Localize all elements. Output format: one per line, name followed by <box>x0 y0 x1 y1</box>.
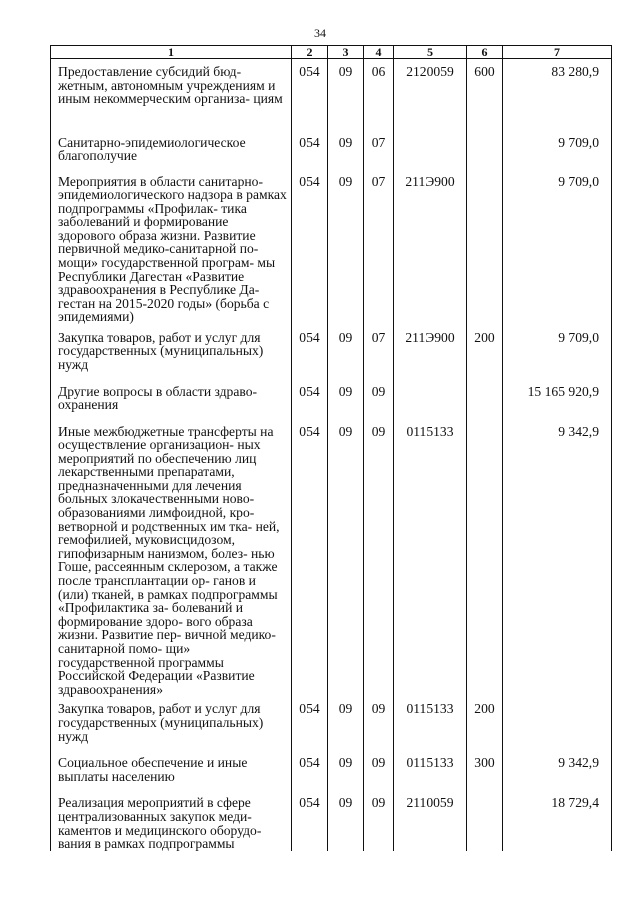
row-amount: 9 342,9 <box>503 750 612 790</box>
header-cell: 2 <box>292 46 328 59</box>
row-ministry-code: 054 <box>292 790 328 850</box>
table-row <box>51 750 612 790</box>
row-expense-type <box>467 169 503 325</box>
row-section-code: 09 <box>328 379 364 419</box>
row-name: Закупка товаров, работ и услуг для государственных (муниципальных) нужд <box>51 325 292 379</box>
row-target-code <box>394 130 467 169</box>
row-ministry-code: 054 <box>292 419 328 697</box>
row-amount: 9 342,9 <box>503 419 612 697</box>
row-subsection-code: 07 <box>364 169 394 325</box>
row-section-code: 09 <box>328 790 364 850</box>
row-target-code <box>394 379 467 419</box>
row-target-code: 211Э900 <box>394 325 467 379</box>
row-subsection-code: 06 <box>364 59 394 130</box>
row-name: Мероприятия в области санитарно- эпидемиологического надзора в рамках подпрограммы «Профилак- тика заболеваний и формирование здорового образа жизни. Развитие первичной медико-санитарной по- мощи» государственной програм- мы Республики Дагестан «Развитие здравоохранения в Республике Да- гестан на 2015-2020 годы» (борьба с эпидемиями) <box>51 169 292 325</box>
row-expense-type <box>467 130 503 169</box>
row-amount: 83 280,9 <box>503 59 612 130</box>
row-expense-type <box>467 790 503 850</box>
header-cell: 1 <box>51 46 292 59</box>
table-row <box>51 59 612 130</box>
row-name: Другие вопросы в области здраво- охранения <box>51 379 292 419</box>
header-cell: 6 <box>467 46 503 59</box>
row-section-code: 09 <box>328 130 364 169</box>
budget-table <box>50 45 612 851</box>
row-subsection-code: 09 <box>364 790 394 850</box>
row-ministry-code: 054 <box>292 750 328 790</box>
row-subsection-code: 07 <box>364 130 394 169</box>
row-ministry-code: 054 <box>292 696 328 750</box>
row-name: Санитарно-эпидемиологическое благополучие <box>51 130 292 169</box>
table-row <box>51 696 612 750</box>
header-cell: 5 <box>394 46 467 59</box>
table-row <box>51 169 612 325</box>
row-amount <box>503 696 612 750</box>
row-target-code: 2110059 <box>394 790 467 850</box>
row-amount: 15 165 920,9 <box>503 379 612 419</box>
row-subsection-code: 09 <box>364 419 394 697</box>
row-amount: 9 709,0 <box>503 169 612 325</box>
row-section-code: 09 <box>328 750 364 790</box>
row-expense-type: 600 <box>467 59 503 130</box>
row-ministry-code: 054 <box>292 130 328 169</box>
row-section-code: 09 <box>328 325 364 379</box>
table-row <box>51 130 612 169</box>
row-target-code: 0115133 <box>394 696 467 750</box>
row-section-code: 09 <box>328 696 364 750</box>
row-ministry-code: 054 <box>292 379 328 419</box>
row-subsection-code: 07 <box>364 325 394 379</box>
table-row <box>51 790 612 850</box>
page-number: 34 <box>314 26 326 40</box>
table-row <box>51 419 612 697</box>
row-target-code: 211Э900 <box>394 169 467 325</box>
header-cell: 3 <box>328 46 364 59</box>
row-ministry-code: 054 <box>292 325 328 379</box>
row-ministry-code: 054 <box>292 59 328 130</box>
row-expense-type <box>467 379 503 419</box>
row-amount: 9 709,0 <box>503 325 612 379</box>
row-name: Социальное обеспечение и иные выплаты населению <box>51 750 292 790</box>
row-amount: 18 729,4 <box>503 790 612 850</box>
header-row <box>51 46 612 59</box>
row-expense-type: 200 <box>467 325 503 379</box>
header-cell: 7 <box>503 46 612 59</box>
row-target-code: 2120059 <box>394 59 467 130</box>
row-target-code: 0115133 <box>394 419 467 697</box>
table-row <box>51 379 612 419</box>
row-amount: 9 709,0 <box>503 130 612 169</box>
table-row <box>51 325 612 379</box>
row-section-code: 09 <box>328 419 364 697</box>
row-subsection-code: 09 <box>364 750 394 790</box>
row-section-code: 09 <box>328 169 364 325</box>
row-name: Реализация мероприятий в сфере централизованных закупок меди- каментов и медицинского оборудо- вания в рамках подпрограммы <box>51 790 292 850</box>
row-expense-type <box>467 419 503 697</box>
row-name: Предоставление субсидий бюд- жетным, автономным учреждениям и иным некоммерческим организа- циям <box>51 59 292 130</box>
header-cell: 4 <box>364 46 394 59</box>
row-subsection-code: 09 <box>364 696 394 750</box>
row-expense-type: 300 <box>467 750 503 790</box>
row-section-code: 09 <box>328 59 364 130</box>
row-name: Иные межбюджетные трансферты на осуществление организацион- ных мероприятий по обеспечению лиц лекарственными препаратами, предназначенными для лечения больных злокачественными ново- образованиями лимфоидной, кро- ветворной и родственных им тка- ней, гемофилией, муковисцидозом, гипофизарным нанизмом, болез- нью Гоше, рассеянным склерозом, а также после трансплантации ор- ганов и (или) тканей, в рамках подпрограммы «Профилактика за- болеваний и формирование здоро- вого образа жизни. Развитие пер- вичной медико-санитарной помо- щи» государственной программы Российской Федерации «Развитие здравоохранения» <box>51 419 292 697</box>
row-subsection-code: 09 <box>364 379 394 419</box>
row-name: Закупка товаров, работ и услуг для государственных (муниципальных) нужд <box>51 696 292 750</box>
row-ministry-code: 054 <box>292 169 328 325</box>
row-target-code: 0115133 <box>394 750 467 790</box>
row-expense-type: 200 <box>467 696 503 750</box>
